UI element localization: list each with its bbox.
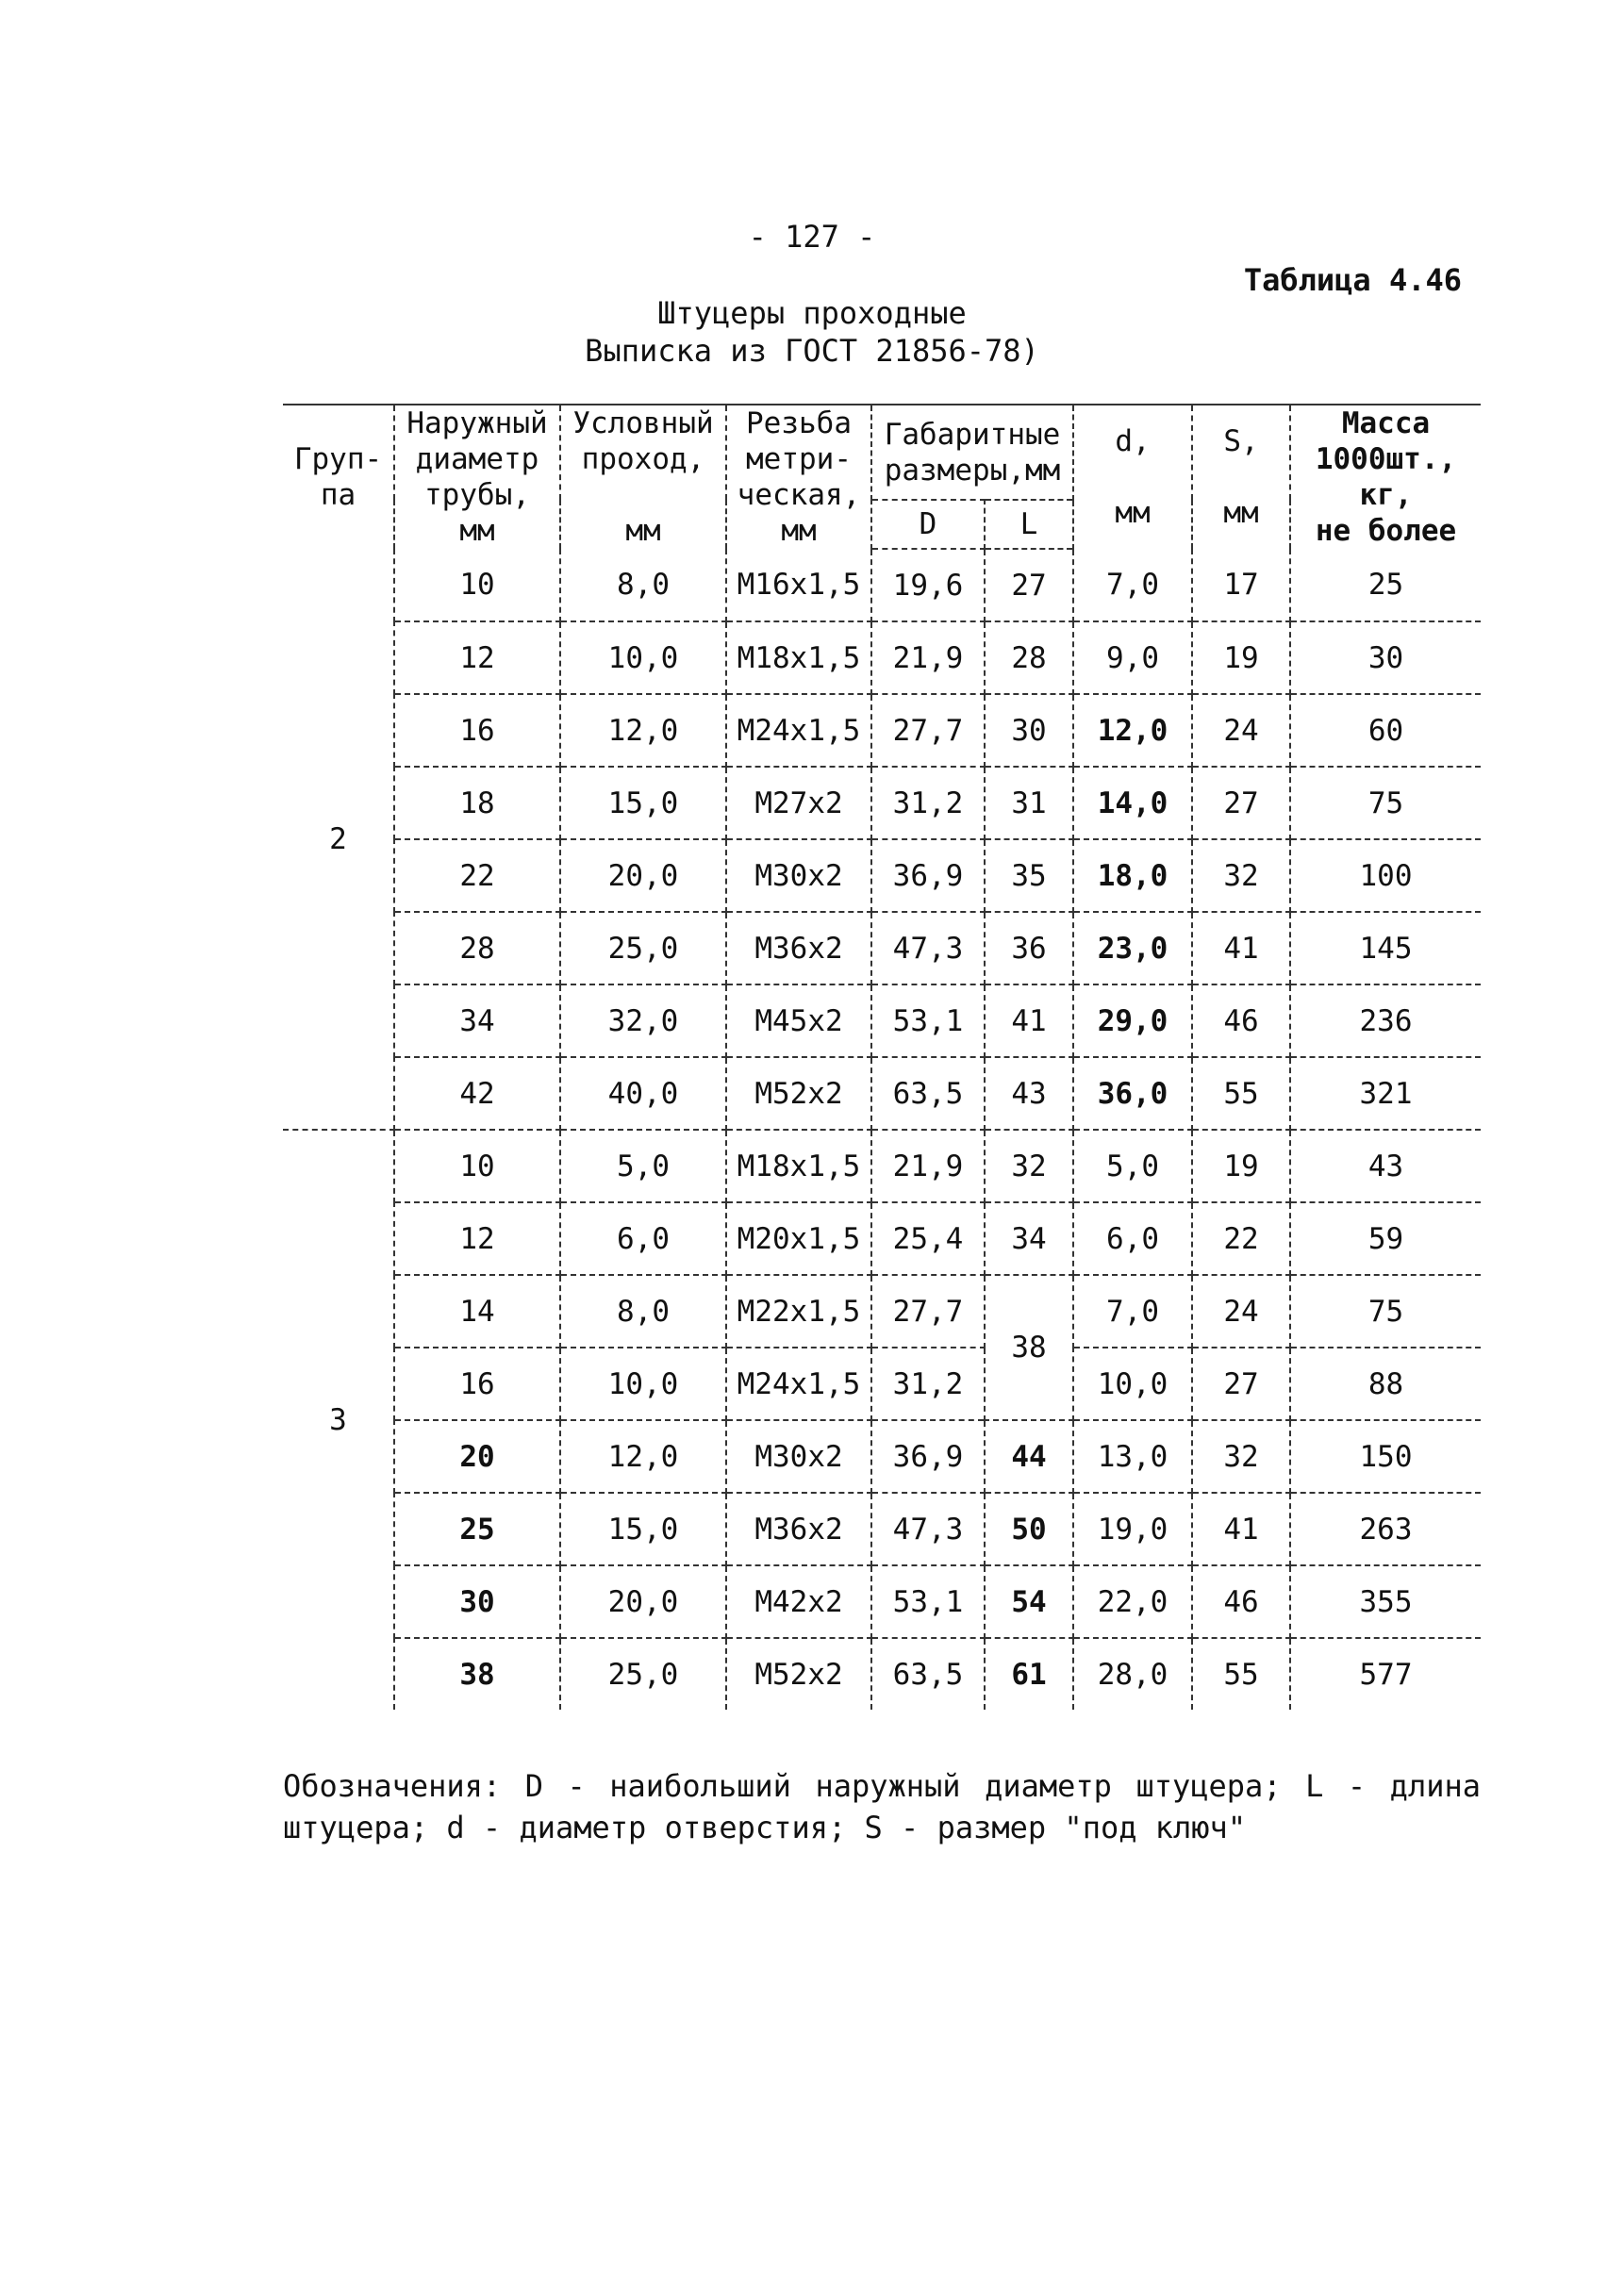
dim-L-cell: 32	[985, 1130, 1073, 1202]
header-outer-diameter: Наружный диаметр трубы, мм	[394, 405, 560, 549]
dim-D-cell: 63,5	[871, 1638, 985, 1710]
nominal-bore-cell: 20,0	[560, 839, 726, 912]
thread-cell: М18х1,5	[726, 621, 871, 694]
s-cell: 32	[1192, 1420, 1290, 1493]
s-cell: 46	[1192, 1565, 1290, 1638]
outer-diameter-cell: 12	[394, 1202, 560, 1275]
thread-cell: М18х1,5	[726, 1130, 871, 1202]
mass-cell: 75	[1290, 1275, 1481, 1348]
dim-L-cell: 36	[985, 912, 1073, 984]
header-dim-D: D	[871, 500, 985, 549]
outer-diameter-cell: 16	[394, 694, 560, 767]
s-cell: 55	[1192, 1638, 1290, 1710]
mass-cell: 236	[1290, 984, 1481, 1057]
dim-D-cell: 53,1	[871, 984, 985, 1057]
table-row	[283, 1057, 1481, 1130]
mass-cell: 30	[1290, 621, 1481, 694]
s-cell: 55	[1192, 1057, 1290, 1130]
mass-cell: 577	[1290, 1638, 1481, 1710]
dim-D-cell: 27,7	[871, 694, 985, 767]
outer-diameter-cell: 14	[394, 1275, 560, 1348]
d-cell: 23,0	[1073, 912, 1192, 984]
table-row	[283, 984, 1481, 1057]
thread-cell: М22х1,5	[726, 1275, 871, 1348]
thread-cell: М27х2	[726, 767, 871, 839]
s-cell: 46	[1192, 984, 1290, 1057]
table-row	[283, 621, 1481, 694]
table-row	[283, 549, 1481, 621]
d-cell: 22,0	[1073, 1565, 1192, 1638]
outer-diameter-cell: 30	[394, 1565, 560, 1638]
d-cell: 14,0	[1073, 767, 1192, 839]
thread-cell: М45х2	[726, 984, 871, 1057]
s-cell: 24	[1192, 1275, 1290, 1348]
table-row	[283, 1493, 1481, 1565]
fittings-table	[283, 404, 1481, 1710]
d-cell: 29,0	[1073, 984, 1192, 1057]
dim-L-cell: 38	[985, 1275, 1073, 1420]
header-overall-dims: Габаритные размеры,мм	[871, 405, 1073, 500]
outer-diameter-cell: 12	[394, 621, 560, 694]
nominal-bore-cell: 6,0	[560, 1202, 726, 1275]
table-row	[283, 1275, 1481, 1348]
dim-L-cell: 30	[985, 694, 1073, 767]
caption-title: Штуцеры проходные	[657, 295, 967, 331]
dim-L-cell: 43	[985, 1057, 1073, 1130]
thread-cell: М52х2	[726, 1057, 871, 1130]
dim-D-cell: 21,9	[871, 1130, 985, 1202]
d-cell: 18,0	[1073, 839, 1192, 912]
dim-D-cell: 31,2	[871, 1348, 985, 1420]
thread-cell: М16х1,5	[726, 549, 871, 621]
nominal-bore-cell: 20,0	[560, 1565, 726, 1638]
d-cell: 28,0	[1073, 1638, 1192, 1710]
table-row	[283, 1202, 1481, 1275]
dim-D-cell: 36,9	[871, 839, 985, 912]
d-cell: 5,0	[1073, 1130, 1192, 1202]
outer-diameter-cell: 25	[394, 1493, 560, 1565]
fittings-table-container	[283, 404, 1481, 1710]
s-cell: 41	[1192, 912, 1290, 984]
dim-D-cell: 47,3	[871, 1493, 985, 1565]
dim-L-cell: 28	[985, 621, 1073, 694]
nominal-bore-cell: 25,0	[560, 912, 726, 984]
dim-D-cell: 27,7	[871, 1275, 985, 1348]
outer-diameter-cell: 34	[394, 984, 560, 1057]
header-s: S, мм	[1192, 405, 1290, 549]
s-cell: 17	[1192, 549, 1290, 621]
mass-cell: 43	[1290, 1130, 1481, 1202]
table-body	[283, 549, 1481, 1710]
thread-cell: М52х2	[726, 1638, 871, 1710]
table-row	[283, 767, 1481, 839]
table-caption	[0, 294, 1624, 370]
outer-diameter-cell: 16	[394, 1348, 560, 1420]
group-cell: 2	[283, 549, 394, 1130]
s-cell: 19	[1192, 1130, 1290, 1202]
dim-D-cell: 47,3	[871, 912, 985, 984]
thread-cell: М30х2	[726, 1420, 871, 1493]
header-group: Груп- па	[283, 405, 394, 549]
outer-diameter-cell: 10	[394, 1130, 560, 1202]
d-cell: 7,0	[1073, 549, 1192, 621]
nominal-bore-cell: 10,0	[560, 621, 726, 694]
nominal-bore-cell: 12,0	[560, 694, 726, 767]
outer-diameter-cell: 20	[394, 1420, 560, 1493]
outer-diameter-cell: 22	[394, 839, 560, 912]
dim-L-cell: 41	[985, 984, 1073, 1057]
thread-cell: М36х2	[726, 1493, 871, 1565]
table-row	[283, 1565, 1481, 1638]
outer-diameter-cell: 18	[394, 767, 560, 839]
thread-cell: М24х1,5	[726, 1348, 871, 1420]
header-thread: Резьба метри- ческая, мм	[726, 405, 871, 549]
dim-D-cell: 19,6	[871, 549, 985, 621]
table-row	[283, 1348, 1481, 1420]
d-cell: 13,0	[1073, 1420, 1192, 1493]
nominal-bore-cell: 12,0	[560, 1420, 726, 1493]
table-row	[283, 912, 1481, 984]
s-cell: 32	[1192, 839, 1290, 912]
thread-cell: М24х1,5	[726, 694, 871, 767]
dim-D-cell: 31,2	[871, 767, 985, 839]
s-cell: 41	[1192, 1493, 1290, 1565]
nominal-bore-cell: 15,0	[560, 1493, 726, 1565]
dim-L-cell: 31	[985, 767, 1073, 839]
group-cell: 3	[283, 1130, 394, 1710]
nominal-bore-cell: 40,0	[560, 1057, 726, 1130]
dim-D-cell: 63,5	[871, 1057, 985, 1130]
table-row	[283, 839, 1481, 912]
table-row	[283, 1130, 1481, 1202]
s-cell: 24	[1192, 694, 1290, 767]
dim-L-cell: 61	[985, 1638, 1073, 1710]
dim-D-cell: 53,1	[871, 1565, 985, 1638]
mass-cell: 321	[1290, 1057, 1481, 1130]
table-row	[283, 1420, 1481, 1493]
dim-D-cell: 25,4	[871, 1202, 985, 1275]
nominal-bore-cell: 10,0	[560, 1348, 726, 1420]
mass-cell: 355	[1290, 1565, 1481, 1638]
table-header	[283, 405, 1481, 549]
dim-L-cell: 54	[985, 1565, 1073, 1638]
outer-diameter-cell: 42	[394, 1057, 560, 1130]
thread-cell: М20х1,5	[726, 1202, 871, 1275]
thread-cell: М36х2	[726, 912, 871, 984]
mass-cell: 88	[1290, 1348, 1481, 1420]
header-d: d, мм	[1073, 405, 1192, 549]
table-label: Таблица 4.46	[1243, 262, 1462, 298]
s-cell: 22	[1192, 1202, 1290, 1275]
legend-notes: Обозначения: D - наибольший наружный диаметр штуцера; L - длина штуцера; d - диаметр отверстия; S - размер "под ключ"	[283, 1768, 1481, 1845]
header-dim-L: L	[985, 500, 1073, 549]
outer-diameter-cell: 28	[394, 912, 560, 984]
dim-L-cell: 35	[985, 839, 1073, 912]
table-row	[283, 1638, 1481, 1710]
outer-diameter-cell: 38	[394, 1638, 560, 1710]
s-cell: 27	[1192, 767, 1290, 839]
dim-L-cell: 44	[985, 1420, 1073, 1493]
nominal-bore-cell: 32,0	[560, 984, 726, 1057]
thread-cell: М30х2	[726, 839, 871, 912]
d-cell: 12,0	[1073, 694, 1192, 767]
d-cell: 10,0	[1073, 1348, 1192, 1420]
mass-cell: 145	[1290, 912, 1481, 984]
nominal-bore-cell: 15,0	[560, 767, 726, 839]
header-nominal-bore: Условный проход, мм	[560, 405, 726, 549]
d-cell: 9,0	[1073, 621, 1192, 694]
mass-cell: 263	[1290, 1493, 1481, 1565]
mass-cell: 60	[1290, 694, 1481, 767]
dim-L-cell: 50	[985, 1493, 1073, 1565]
mass-cell: 150	[1290, 1420, 1481, 1493]
caption-source: Выписка из ГОСТ 21856-78)	[585, 333, 1039, 369]
table-row	[283, 694, 1481, 767]
nominal-bore-cell: 8,0	[560, 549, 726, 621]
nominal-bore-cell: 8,0	[560, 1275, 726, 1348]
d-cell: 19,0	[1073, 1493, 1192, 1565]
dim-D-cell: 36,9	[871, 1420, 985, 1493]
nominal-bore-cell: 5,0	[560, 1130, 726, 1202]
dim-L-cell: 27	[985, 549, 1073, 621]
nominal-bore-cell: 25,0	[560, 1638, 726, 1710]
s-cell: 19	[1192, 621, 1290, 694]
dim-D-cell: 21,9	[871, 621, 985, 694]
outer-diameter-cell: 10	[394, 549, 560, 621]
s-cell: 27	[1192, 1348, 1290, 1420]
d-cell: 36,0	[1073, 1057, 1192, 1130]
mass-cell: 25	[1290, 549, 1481, 621]
mass-cell: 100	[1290, 839, 1481, 912]
mass-cell: 59	[1290, 1202, 1481, 1275]
page-number: - 127 -	[748, 219, 876, 255]
d-cell: 7,0	[1073, 1275, 1192, 1348]
mass-cell: 75	[1290, 767, 1481, 839]
header-mass: Масса 1000шт., кг, не более	[1290, 405, 1481, 549]
thread-cell: М42х2	[726, 1565, 871, 1638]
d-cell: 6,0	[1073, 1202, 1192, 1275]
dim-L-cell: 34	[985, 1202, 1073, 1275]
